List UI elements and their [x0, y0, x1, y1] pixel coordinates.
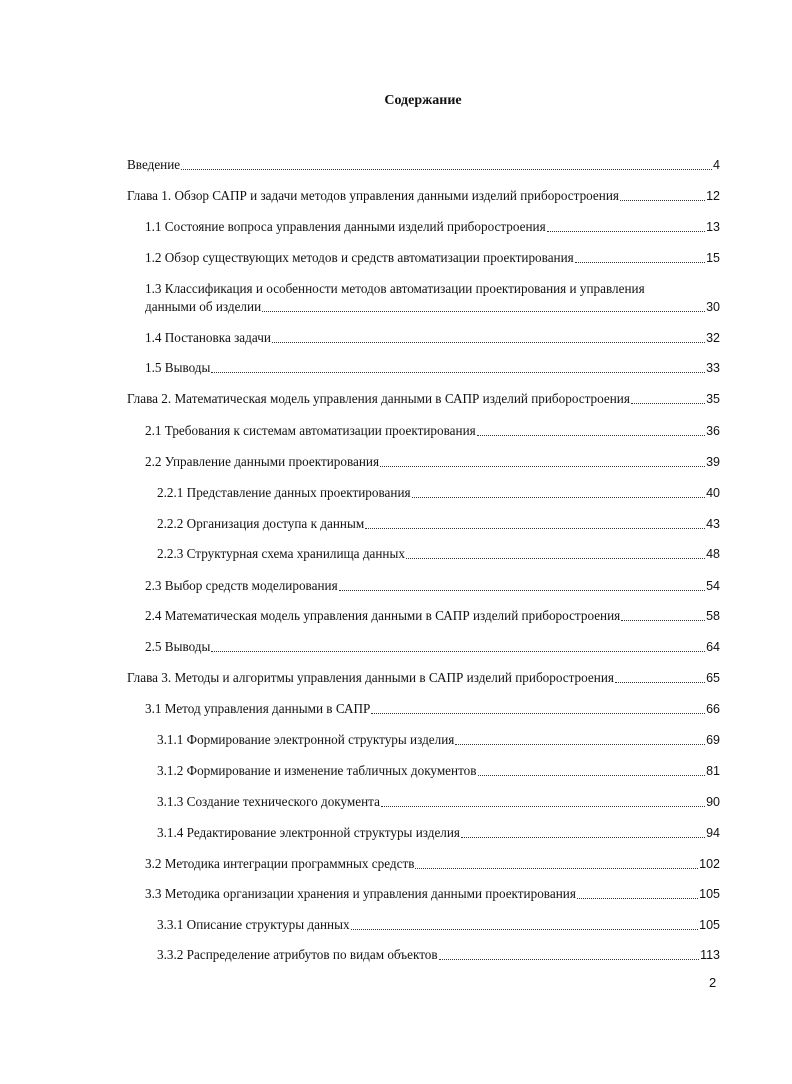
toc-entry-3-1-4[interactable]	[157, 825, 720, 841]
toc-entry-page: 12	[706, 189, 720, 203]
toc-entry-title: 3.3 Методика организации хранения и управления данными проектирования	[145, 886, 576, 901]
toc-entry-title: Введение	[127, 157, 181, 172]
toc-entry-title: 2.1 Требования к системам автоматизации проектирования	[145, 423, 476, 438]
toc-entry-page: 102	[699, 857, 720, 871]
toc-entry-page: 32	[706, 331, 720, 345]
toc-entry-page: 69	[706, 733, 720, 747]
toc-leader-dots	[412, 497, 706, 498]
toc-entry-title: 2.4 Математическая модель управления данными в САПР изделий приборостроения	[145, 608, 621, 623]
toc-entry-page: 39	[706, 455, 720, 469]
toc-leader-dots	[211, 651, 705, 652]
toc-leader-dots	[477, 435, 705, 436]
toc-leader-dots	[381, 806, 705, 807]
toc-entry-2-5[interactable]	[145, 639, 720, 655]
toc-leader-dots	[262, 311, 705, 312]
toc-entry-2-1[interactable]	[145, 423, 720, 439]
toc-entry-title: 3.2 Методика интеграции программных средств	[145, 856, 415, 871]
toc-leader-dots	[461, 837, 705, 838]
toc-leader-dots	[455, 744, 705, 745]
toc-entry-title: 2.2.2 Организация доступа к данным	[157, 516, 365, 531]
toc-entry-title: 2.2.3 Структурная схема хранилища данных	[157, 546, 405, 561]
toc-entry-title: 3.1.3 Создание технического документа	[157, 794, 380, 809]
toc-entry-2-4[interactable]	[145, 608, 720, 624]
toc-entry-3-1-2[interactable]	[157, 763, 720, 779]
toc-entry-title: 2.2 Управление данными проектирования	[145, 454, 380, 469]
toc-leader-dots	[339, 590, 705, 591]
toc-entry-title-line2-row	[145, 299, 720, 315]
toc-entry-3-1-1[interactable]	[157, 732, 720, 748]
toc-entry-title: 3.1.1 Формирование электронной структуры изделия	[157, 732, 455, 747]
toc-entry-3-3-1[interactable]	[157, 917, 720, 933]
toc-entry-chapter-3[interactable]	[127, 670, 720, 686]
toc-entry-title: 2.5 Выводы	[145, 639, 211, 654]
toc-entry-title: 3.3.1 Описание структуры данных	[157, 917, 350, 932]
toc-entry-page: 35	[706, 392, 720, 406]
toc-entry-title: 2.2.1 Представление данных проектирования	[157, 485, 411, 500]
toc-entry-page: 54	[706, 579, 720, 593]
toc-leader-dots	[577, 898, 698, 899]
toc-entry-2-2[interactable]	[145, 454, 720, 470]
page-title: Содержание	[384, 93, 462, 108]
toc-entry-2-2-3[interactable]	[157, 546, 720, 562]
toc-entry-1-2[interactable]	[145, 250, 720, 266]
toc-entry-page: 66	[706, 702, 720, 716]
toc-entry-page: 64	[706, 640, 720, 654]
toc-leader-dots	[365, 528, 705, 529]
toc-entry-page: 30	[706, 300, 720, 314]
toc-leader-dots	[631, 403, 705, 404]
toc-leader-dots	[415, 868, 698, 869]
toc-entry-page: 40	[706, 486, 720, 500]
toc-entry-3-3-2[interactable]	[157, 947, 720, 963]
toc-entry-title: 1.1 Состояние вопроса управления данными изделий приборостроения	[145, 219, 546, 234]
toc-entry-title: 3.1.2 Формирование и изменение табличных документов	[157, 763, 477, 778]
toc-entry-3-3[interactable]	[145, 886, 720, 902]
toc-entry-1-1[interactable]	[145, 219, 720, 235]
toc-leader-dots	[547, 231, 705, 232]
toc-entry-page: 94	[706, 826, 720, 840]
toc-leader-dots	[272, 342, 705, 343]
toc-entry-title: Глава 3. Методы и алгоритмы управления данными в САПР изделий приборостроения	[127, 670, 614, 685]
toc-entry-title: 3.1 Метод управления данными в САПР	[145, 701, 371, 716]
toc-leader-dots	[406, 558, 705, 559]
toc-entry-page: 15	[706, 251, 720, 265]
toc-entry-2-2-2[interactable]	[157, 516, 720, 532]
toc-leader-dots	[621, 620, 705, 621]
toc-entry-title: Глава 1. Обзор САПР и задачи методов управления данными изделий приборостроения	[127, 188, 619, 203]
toc-entry-page: 105	[699, 918, 720, 932]
toc-entry-1-5[interactable]	[145, 360, 720, 376]
toc-entry-3-1-3[interactable]	[157, 794, 720, 810]
toc-leader-dots	[380, 466, 705, 467]
toc-entry-2-2-1[interactable]	[157, 485, 720, 501]
toc-leader-dots	[371, 713, 705, 714]
toc-leader-dots	[478, 775, 706, 776]
toc-entry-page: 105	[699, 887, 720, 901]
toc-entry-title: 1.4 Постановка задачи	[145, 330, 271, 345]
toc-entry-1-3[interactable]	[145, 279, 720, 315]
toc-entry-page: 58	[706, 609, 720, 623]
page-number: 2	[709, 975, 717, 990]
toc-entry-chapter-2[interactable]	[127, 391, 720, 407]
toc-entry-title-line2: данными об изделии	[145, 299, 262, 314]
toc-entry-page: 36	[706, 424, 720, 438]
toc-entry-3-1[interactable]	[145, 701, 720, 717]
toc-entry-page: 13	[706, 220, 720, 234]
toc-entry-page: 48	[706, 547, 720, 561]
toc-entry-page: 90	[706, 795, 720, 809]
toc-entry-title: Глава 2. Математическая модель управления данными в САПР изделий приборостроения	[127, 391, 630, 406]
toc-leader-dots	[351, 929, 699, 930]
toc-entry-title: 1.5 Выводы	[145, 360, 211, 375]
toc-leader-dots	[181, 169, 712, 170]
toc-entry-introduction[interactable]	[127, 157, 720, 173]
toc-entry-page: 113	[700, 948, 720, 962]
toc-leader-dots	[620, 200, 705, 201]
toc-entry-chapter-1[interactable]	[127, 188, 720, 204]
toc-leader-dots	[439, 959, 699, 960]
toc-leader-dots	[211, 372, 705, 373]
toc-entry-title: 3.1.4 Редактирование электронной структуры изделия	[157, 825, 461, 840]
toc-leader-dots	[615, 682, 705, 683]
toc-entry-3-2[interactable]	[145, 856, 720, 872]
toc-entry-page: 65	[706, 671, 720, 685]
toc-entry-page: 33	[706, 361, 720, 375]
toc-leader-dots	[575, 262, 705, 263]
toc-entry-title: 3.3.2 Распределение атрибутов по видам объектов	[157, 947, 438, 962]
toc-entry-title: 1.2 Обзор существующих методов и средств автоматизации проектирования	[145, 250, 574, 265]
toc-entry-page: 43	[706, 517, 720, 531]
toc-entry-1-4[interactable]	[145, 330, 720, 346]
toc-entry-title-line1: 1.3 Классификация и особенности методов автоматизации проектирования и управления	[145, 281, 645, 296]
toc-entry-title: 2.3 Выбор средств моделирования	[145, 578, 338, 593]
toc-entry-page: 81	[706, 764, 720, 778]
toc-entry-2-3[interactable]	[145, 578, 720, 594]
toc-entry-page: 4	[713, 158, 720, 172]
